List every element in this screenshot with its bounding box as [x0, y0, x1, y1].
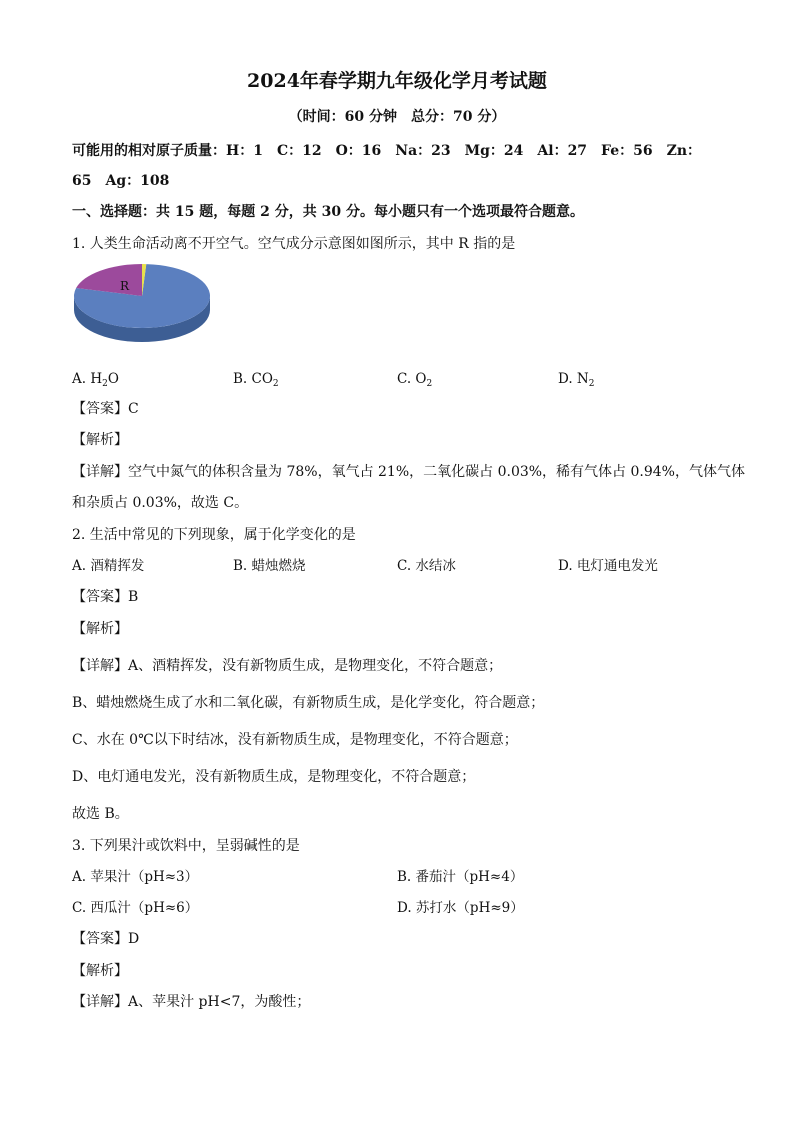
question-2-detail-line-2: B、蜡烛燃烧生成了水和二氧化碳，有新物质生成，是化学变化，符合题意；	[72, 695, 545, 711]
question-1-answer: 【答案】C	[72, 401, 139, 417]
question-1-option-d: D. $N_2$	[558, 371, 595, 389]
question-2-detail-line-3: C、水在 0℃以下时结冰，没有新物质生成，是物理变化，不符合题意；	[72, 732, 518, 748]
question-1-option-c: C. $O_2$	[397, 371, 433, 389]
question-2-option-d: D. 电灯通电发光	[558, 558, 658, 574]
question-1-detail-line-1: 【详解】空气中氮气的体积含量为 78%，氧气占 21%，二氧化碳占 0.03%，稀有气体占 0.94%，气体气体	[72, 464, 745, 480]
atomic-mass-line-2: 65 Ag：108	[72, 173, 170, 189]
atomic-mass-line-1: 可能用的相对原子质量：H：1 C：12 O：16 Na：23 Mg：24 Al：27 Fe：56 Zn：	[72, 143, 702, 159]
exam-subtitle: （时间：60 分钟 总分：70 分）	[288, 109, 506, 125]
question-3-option-b: B. 番茄汁（pH≈4）	[397, 869, 524, 885]
question-2-stem: 2. 生活中常见的下列现象，属于化学变化的是	[72, 527, 356, 543]
question-2-answer: 【答案】B	[72, 589, 139, 605]
question-2-detail-line-1: 【详解】A、酒精挥发，没有新物质生成，是物理变化，不符合题意；	[72, 658, 503, 674]
section-heading: 一、选择题：共 15 题，每题 2 分，共 30 分。每小题只有一个选项最符合题意。	[72, 204, 584, 220]
question-3-answer: 【答案】D	[72, 931, 140, 947]
question-2-detail-line-5: 故选 B。	[72, 806, 129, 822]
question-3-stem: 3. 下列果汁或饮料中，呈弱碱性的是	[72, 838, 300, 854]
question-2-detail-line-4: D、电灯通电发光，没有新物质生成，是物理变化，不符合题意；	[72, 769, 476, 785]
question-2-option-c: C. 水结冰	[397, 558, 456, 574]
question-3-analysis-tag: 【解析】	[72, 963, 128, 979]
question-1-analysis-tag: 【解析】	[72, 432, 128, 448]
question-2-option-b: B. 蜡烛燃烧	[233, 558, 306, 574]
question-1-option-b: B. $CO_2$	[233, 371, 279, 389]
question-3-detail-line-1: 【详解】A、苹果汁 pH<7，为酸性；	[72, 994, 311, 1010]
question-2-analysis-tag: 【解析】	[72, 621, 128, 637]
question-3-option-d: D. 苏打水（pH≈9）	[397, 900, 524, 916]
question-1-detail-line-2: 和杂质占 0.03%，故选 C。	[72, 495, 249, 511]
pie-label-r: R	[120, 279, 130, 293]
question-3-option-a: A. 苹果汁（pH≈3）	[72, 869, 199, 885]
question-1-option-a: A. $H_2O$	[72, 371, 119, 389]
question-3-option-c: C. 西瓜汁（pH≈6）	[72, 900, 199, 916]
question-1-stem: 1. 人类生命活动离不开空气。空气成分示意图如图所示，其中 R 指的是	[72, 236, 516, 252]
question-2-option-a: A. 酒精挥发	[72, 558, 145, 574]
page-title: 2024年春学期九年级化学月考试题	[247, 70, 547, 92]
air-composition-pie-chart	[72, 262, 218, 358]
